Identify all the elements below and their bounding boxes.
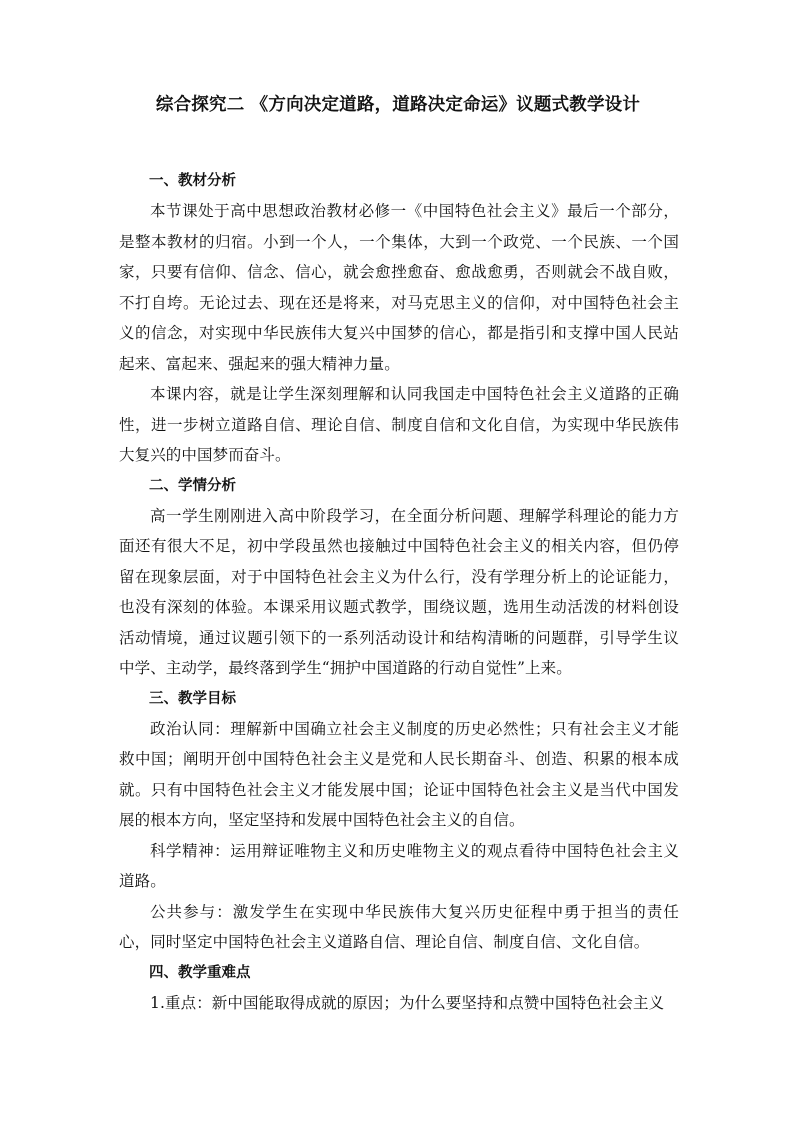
document-title: 综合探究二 《方向决定道路，道路决定命运》议题式教学设计: [155, 95, 641, 115]
paragraph: 政治认同：理解新中国确立社会主义制度的历史必然性；只有社会主义才能救中国；阐明开创中国特色社会主义是党和人民长期奋斗、创造、积累的根本成就。只有中国特色社会主义才能发展中国；论证中国特色社会主义是当代中国发展的根本方向，坚定坚持和发展中国特色社会主义的自信。: [119, 719, 679, 829]
section-key-points: [119, 958, 679, 1019]
paragraph: 高一学生刚刚进入高中阶段学习，在全面分析问题、理解学科理论的能力方面还有很大不足，初中学段虽然也接触过中国特色社会主义的相关内容，但仍停留在现象层面，对于中国特色社会主义为什么行，没有学理分析上的论证能力，也没有深刻的体验。本课采用议题式教学，围绕议题，选用生动活泼的材料创设活动情境，通过议题引领下的一系列活动设计和结构清晰的问题群，引导学生议中学、主动学，最终落到学生“拥护中国道路的行动自觉性”上来。: [119, 506, 679, 677]
paragraph: 本节课处于高中思想政治教材必修一《中国特色社会主义》最后一个部分，是整本教材的归宿。小到一个人，一个集体，大到一个政党、一个民族、一个国家，只要有信仰、信念、信心，就会愈挫愈奋、愈战愈勇，否则就会不战自败，不打自垮。无论过去、现在还是将来，对马克思主义的信仰，对中国特色社会主义的信念，对实现中华民族伟大复兴中国梦的信心，都是指引和支撑中国人民站起来、富起来、强起来的强大精神力量。: [119, 202, 679, 373]
section-heading: 四、教学重难点: [149, 963, 251, 981]
section-heading: 三、教学目标: [149, 689, 236, 707]
section-heading: 二、学情分析: [149, 476, 236, 494]
paragraph: 科学精神：运用辩证唯物主义和历史唯物主义的观点看待中国特色社会主义道路。: [119, 841, 679, 890]
section-student-analysis: [119, 471, 679, 684]
section-teaching-objectives: [119, 684, 679, 958]
paragraph: 1.重点：新中国能取得成就的原因；为什么要坚持和点赞中国特色社会主义: [150, 993, 665, 1012]
document-page: [119, 90, 679, 1018]
paragraph: 公共参与：激发学生在实现中华民族伟大复兴历史征程中勇于担当的责任心，同时坚定中国特色社会主义道路自信、理论自信、制度自信、文化自信。: [119, 902, 679, 951]
paragraph: 本课内容，就是让学生深刻理解和认同我国走中国特色社会主义道路的正确性，进一步树立道路自信、理论自信、制度自信和文化自信，为实现中华民族伟大复兴的中国梦而奋斗。: [119, 385, 679, 464]
section-textbook-analysis: [119, 166, 679, 471]
section-heading: 一、教材分析: [149, 172, 236, 189]
